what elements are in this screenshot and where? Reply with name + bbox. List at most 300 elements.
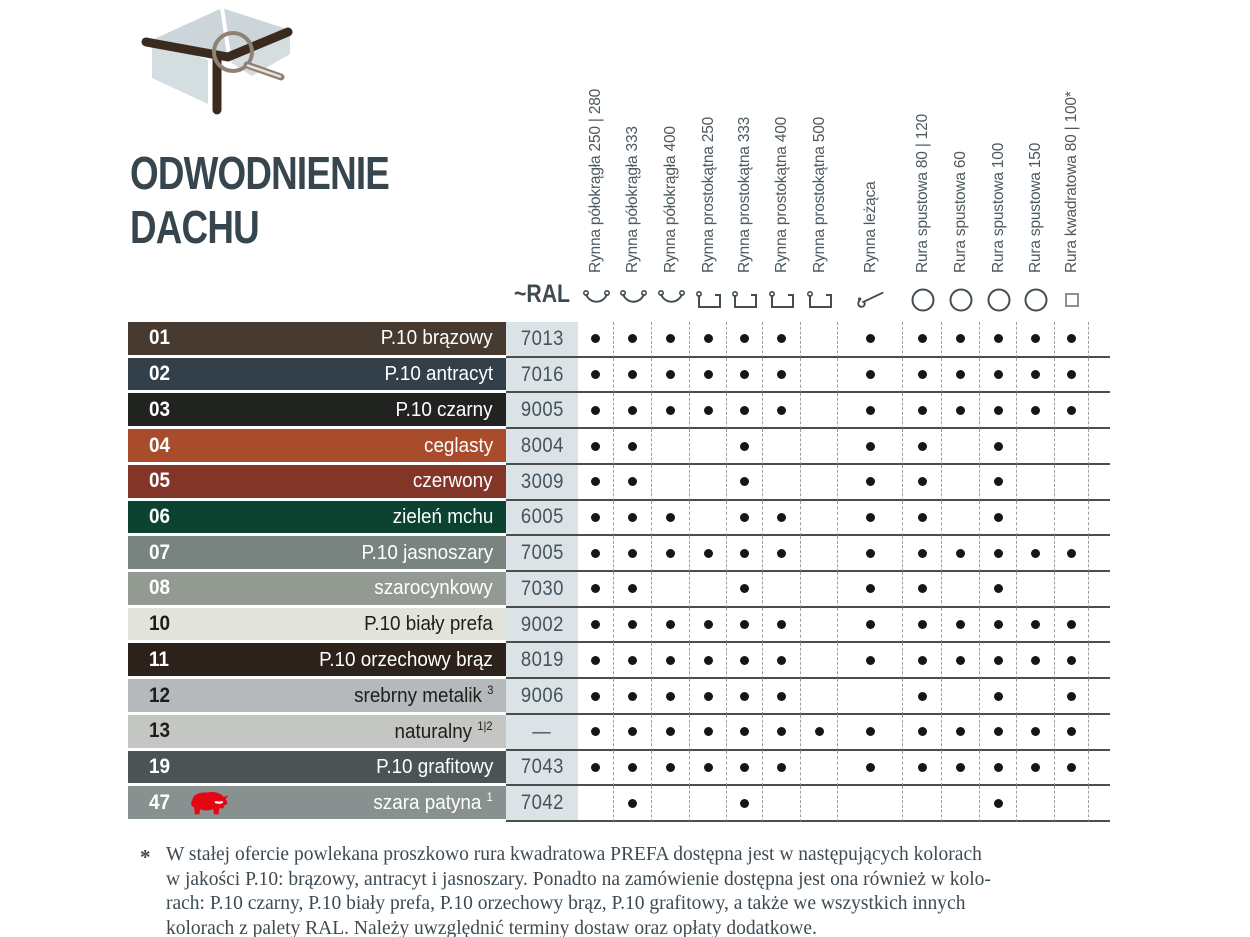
color-name-text: srebrny metalik bbox=[353, 683, 482, 707]
matrix-cell bbox=[727, 501, 763, 537]
matrix-cell bbox=[1017, 536, 1055, 572]
matrix-cell bbox=[763, 465, 801, 501]
ral-value bbox=[506, 393, 578, 429]
matrix-cell bbox=[690, 572, 727, 608]
color-number: 01 bbox=[149, 326, 171, 350]
availability-dot bbox=[704, 549, 713, 558]
ral-value-text: 7030 bbox=[520, 576, 564, 600]
ral-value-text: 7043 bbox=[520, 755, 564, 779]
round-pipe-icon bbox=[944, 278, 978, 322]
availability-dot bbox=[740, 549, 749, 558]
availability-dot bbox=[704, 620, 713, 629]
color-row-11 bbox=[128, 643, 506, 676]
matrix-cell bbox=[838, 465, 903, 501]
matrix-cell bbox=[980, 572, 1017, 608]
matrix-cell bbox=[801, 322, 838, 358]
matrix-cell bbox=[1017, 429, 1055, 465]
matrix-cell bbox=[801, 786, 838, 822]
matrix-cell bbox=[690, 786, 727, 822]
matrix-cell bbox=[980, 465, 1017, 501]
matrix-cell bbox=[801, 465, 838, 501]
color-number: 07 bbox=[149, 540, 171, 564]
matrix-cell bbox=[763, 751, 801, 787]
availability-dot bbox=[956, 656, 965, 665]
availability-dot bbox=[1031, 620, 1040, 629]
matrix-cell bbox=[614, 465, 652, 501]
availability-dot bbox=[666, 513, 675, 522]
matrix-cell bbox=[942, 358, 980, 394]
matrix-cell bbox=[763, 643, 801, 679]
matrix-cell bbox=[763, 608, 801, 644]
matrix-cell bbox=[614, 751, 652, 787]
matrix-cell bbox=[801, 501, 838, 537]
matrix-cell bbox=[980, 393, 1017, 429]
ral-value bbox=[506, 786, 578, 822]
matrix-cell bbox=[652, 786, 690, 822]
availability-dot bbox=[777, 692, 786, 701]
matrix-cell bbox=[614, 608, 652, 644]
ral-value bbox=[506, 751, 578, 787]
matrix-cell bbox=[727, 572, 763, 608]
availability-dot bbox=[591, 513, 600, 522]
color-number: 47 bbox=[149, 790, 171, 814]
matrix-cell bbox=[727, 429, 763, 465]
color-name bbox=[376, 755, 493, 779]
availability-dot bbox=[1031, 656, 1040, 665]
matrix-cell bbox=[1017, 643, 1055, 679]
matrix-cell bbox=[1055, 715, 1089, 751]
availability-dot bbox=[777, 370, 786, 379]
color-number: 10 bbox=[149, 612, 171, 636]
matrix-cell bbox=[838, 393, 903, 429]
matrix-cell bbox=[942, 608, 980, 644]
column-header: Rynna prostokątna 400 bbox=[773, 116, 790, 273]
matrix-cell bbox=[614, 358, 652, 394]
matrix-cell bbox=[763, 358, 801, 394]
column-header: Rynna prostokątna 333 bbox=[736, 116, 753, 273]
matrix-border-tail bbox=[1089, 536, 1110, 572]
availability-dot bbox=[866, 442, 875, 451]
matrix-border-tail bbox=[1089, 608, 1110, 644]
matrix-cell bbox=[578, 536, 614, 572]
availability-dot bbox=[666, 406, 675, 415]
matrix-cell bbox=[980, 751, 1017, 787]
color-row-07 bbox=[128, 536, 506, 569]
matrix-cell bbox=[690, 322, 727, 358]
color-name bbox=[392, 505, 493, 529]
matrix-cell bbox=[652, 643, 690, 679]
color-name bbox=[413, 469, 493, 493]
matrix-cell bbox=[942, 679, 980, 715]
matrix-cell bbox=[838, 715, 903, 751]
availability-dot bbox=[994, 513, 1003, 522]
matrix-cell bbox=[652, 715, 690, 751]
availability-dot bbox=[740, 442, 749, 451]
availability-dot bbox=[704, 656, 713, 665]
matrix-cell bbox=[980, 679, 1017, 715]
color-number: 19 bbox=[149, 754, 171, 778]
availability-dot bbox=[918, 727, 927, 736]
matrix-cell bbox=[903, 786, 942, 822]
color-name-text: P.10 grafitowy bbox=[375, 754, 493, 778]
matrix-cell bbox=[838, 643, 903, 679]
ral-value bbox=[506, 536, 578, 572]
availability-dot bbox=[777, 406, 786, 415]
availability-dot bbox=[628, 513, 637, 522]
column-header: Rynna leżąca bbox=[861, 181, 879, 273]
matrix-cell bbox=[1017, 572, 1055, 608]
matrix-cell bbox=[727, 358, 763, 394]
matrix-cell bbox=[838, 679, 903, 715]
ral-value-text: 7042 bbox=[520, 791, 564, 815]
availability-dot bbox=[1067, 727, 1076, 736]
matrix-border-tail bbox=[1089, 358, 1110, 394]
matrix-cell bbox=[838, 501, 903, 537]
availability-dot bbox=[956, 549, 965, 558]
availability-dot bbox=[866, 620, 875, 629]
matrix-cell bbox=[1017, 358, 1055, 394]
availability-dot bbox=[591, 442, 600, 451]
box-gutter-icon bbox=[765, 278, 799, 322]
matrix-cell bbox=[942, 393, 980, 429]
matrix-cell bbox=[578, 572, 614, 608]
availability-dot bbox=[994, 477, 1003, 486]
matrix-cell bbox=[1055, 393, 1089, 429]
availability-dot bbox=[956, 334, 965, 343]
matrix-cell bbox=[942, 429, 980, 465]
availability-dot bbox=[994, 799, 1003, 808]
matrix-cell bbox=[578, 679, 614, 715]
availability-dot bbox=[994, 620, 1003, 629]
color-name bbox=[361, 541, 493, 565]
matrix-cell bbox=[942, 465, 980, 501]
availability-dot bbox=[591, 763, 600, 772]
color-name-text: czerwony bbox=[413, 469, 493, 493]
color-name bbox=[384, 362, 493, 386]
matrix-cell bbox=[1055, 536, 1089, 572]
availability-dot bbox=[866, 334, 875, 343]
availability-dot bbox=[1031, 549, 1040, 558]
matrix-cell bbox=[652, 465, 690, 501]
availability-dot bbox=[628, 692, 637, 701]
matrix-cell bbox=[1055, 608, 1089, 644]
matrix-cell bbox=[652, 608, 690, 644]
box-gutter-icon bbox=[803, 278, 837, 322]
color-row-01 bbox=[128, 322, 506, 355]
box-gutter-icon bbox=[728, 278, 762, 322]
availability-dot bbox=[704, 334, 713, 343]
color-row-04 bbox=[128, 429, 506, 462]
column-header: Rynna półokrągła 333 bbox=[624, 126, 641, 273]
availability-dot bbox=[740, 370, 749, 379]
color-name-text: zieleń mchu bbox=[392, 504, 493, 528]
matrix-cell bbox=[763, 572, 801, 608]
matrix-cell bbox=[903, 465, 942, 501]
matrix-cell bbox=[980, 715, 1017, 751]
availability-dot bbox=[956, 727, 965, 736]
matrix-cell bbox=[1017, 465, 1055, 501]
availability-dot bbox=[666, 656, 675, 665]
availability-dot bbox=[918, 656, 927, 665]
column-header: Rynna półokrągła 250 | 280 bbox=[587, 88, 604, 273]
ral-value-text: 6005 bbox=[520, 505, 564, 529]
availability-dot bbox=[866, 477, 875, 486]
matrix-cell bbox=[690, 643, 727, 679]
column-header: Rura spustowa 60 bbox=[952, 151, 969, 273]
availability-dot bbox=[777, 549, 786, 558]
ral-value bbox=[506, 679, 578, 715]
availability-dot bbox=[956, 620, 965, 629]
availability-dot bbox=[1031, 370, 1040, 379]
ral-value bbox=[506, 429, 578, 465]
matrix-cell bbox=[903, 501, 942, 537]
matrix-cell bbox=[1055, 501, 1089, 537]
round-pipe-icon bbox=[906, 278, 940, 322]
availability-dot bbox=[628, 477, 637, 486]
matrix-cell bbox=[652, 429, 690, 465]
color-name-text: szara patyna bbox=[373, 791, 482, 815]
availability-dot bbox=[591, 549, 600, 558]
matrix-cell bbox=[838, 751, 903, 787]
ral-value bbox=[506, 643, 578, 679]
availability-dot bbox=[628, 763, 637, 772]
footnote-line: kolorach z palety RAL. Należy uwzględnić terminy dostaw oraz opłaty dodatkowe. bbox=[166, 917, 817, 937]
matrix-cell bbox=[578, 751, 614, 787]
matrix-cell bbox=[652, 679, 690, 715]
lying-gutter-icon bbox=[854, 278, 888, 322]
matrix-border-tail bbox=[1089, 501, 1110, 537]
availability-dot bbox=[628, 620, 637, 629]
matrix-cell bbox=[652, 393, 690, 429]
matrix-cell bbox=[578, 786, 614, 822]
availability-dot bbox=[666, 727, 675, 736]
matrix-cell bbox=[980, 608, 1017, 644]
matrix-cell bbox=[727, 465, 763, 501]
square-pipe-icon bbox=[1055, 278, 1089, 322]
availability-dot bbox=[1067, 549, 1076, 558]
matrix-cell bbox=[652, 572, 690, 608]
color-name-superscript: 1|2 bbox=[477, 718, 493, 733]
matrix-cell bbox=[690, 715, 727, 751]
availability-dot bbox=[994, 692, 1003, 701]
matrix-cell bbox=[903, 572, 942, 608]
matrix-cell bbox=[801, 393, 838, 429]
availability-dot bbox=[666, 692, 675, 701]
matrix-border-tail bbox=[1089, 465, 1110, 501]
matrix-cell bbox=[903, 393, 942, 429]
matrix-cell bbox=[727, 322, 763, 358]
footnote-line: rach: P.10 czarny, P.10 biały prefa, P.10 orzechowy brąz, P.10 grafitowy, a także we wszystkich innych bbox=[166, 893, 966, 914]
matrix-cell bbox=[690, 358, 727, 394]
matrix-cell bbox=[903, 358, 942, 394]
color-name bbox=[364, 612, 493, 636]
matrix-cell bbox=[763, 786, 801, 822]
availability-dot bbox=[666, 370, 675, 379]
availability-dot bbox=[591, 692, 600, 701]
column-header: Rynna prostokątna 500 bbox=[810, 116, 828, 273]
availability-dot bbox=[918, 513, 927, 522]
matrix-cell bbox=[614, 679, 652, 715]
footnote bbox=[140, 843, 991, 937]
matrix-cell bbox=[801, 358, 838, 394]
availability-dot bbox=[777, 513, 786, 522]
color-number: 11 bbox=[149, 647, 169, 671]
availability-dot bbox=[628, 656, 637, 665]
matrix-cell bbox=[942, 751, 980, 787]
availability-dot bbox=[918, 370, 927, 379]
matrix-cell bbox=[980, 786, 1017, 822]
matrix-cell bbox=[652, 751, 690, 787]
matrix-cell bbox=[652, 322, 690, 358]
matrix-cell bbox=[614, 572, 652, 608]
matrix-cell bbox=[614, 429, 652, 465]
availability-dot bbox=[628, 442, 637, 451]
availability-dot bbox=[628, 334, 637, 343]
availability-dot bbox=[628, 799, 637, 808]
matrix-cell bbox=[763, 322, 801, 358]
matrix-border-tail bbox=[1089, 643, 1110, 679]
ral-column-label: ~RAL bbox=[513, 280, 571, 308]
availability-dot bbox=[918, 334, 927, 343]
matrix-cell bbox=[652, 501, 690, 537]
matrix-cell bbox=[614, 536, 652, 572]
availability-dot bbox=[918, 584, 927, 593]
color-name-text: P.10 czarny bbox=[395, 397, 493, 421]
availability-dot bbox=[704, 692, 713, 701]
matrix-cell bbox=[727, 751, 763, 787]
matrix-cell bbox=[690, 679, 727, 715]
availability-dot bbox=[994, 370, 1003, 379]
availability-dot bbox=[666, 620, 675, 629]
matrix-cell bbox=[903, 715, 942, 751]
matrix-cell bbox=[652, 536, 690, 572]
matrix-cell bbox=[838, 572, 903, 608]
color-number: 05 bbox=[149, 469, 171, 493]
availability-dot bbox=[956, 763, 965, 772]
availability-dot bbox=[704, 406, 713, 415]
color-number: 04 bbox=[149, 433, 171, 457]
matrix-cell bbox=[614, 322, 652, 358]
availability-dot bbox=[866, 763, 875, 772]
roof-drainage-pictogram bbox=[140, 2, 300, 117]
matrix-cell bbox=[690, 429, 727, 465]
color-number: 03 bbox=[149, 397, 171, 421]
availability-dot bbox=[956, 370, 965, 379]
matrix-cell bbox=[801, 536, 838, 572]
availability-dot bbox=[777, 334, 786, 343]
availability-dot bbox=[628, 584, 637, 593]
ral-value bbox=[506, 715, 578, 751]
matrix-cell bbox=[690, 536, 727, 572]
availability-dot bbox=[1067, 406, 1076, 415]
color-name bbox=[395, 719, 493, 744]
ral-value-text: 8004 bbox=[520, 434, 564, 458]
matrix-cell bbox=[1017, 679, 1055, 715]
matrix-cell bbox=[903, 751, 942, 787]
color-number: 12 bbox=[149, 683, 171, 707]
matrix-cell bbox=[763, 536, 801, 572]
availability-dot bbox=[866, 370, 875, 379]
availability-dot bbox=[994, 549, 1003, 558]
ral-value-text: 8019 bbox=[520, 648, 564, 672]
availability-dot bbox=[740, 727, 749, 736]
footnote-text bbox=[166, 843, 991, 937]
availability-dot bbox=[994, 656, 1003, 665]
matrix-cell bbox=[903, 679, 942, 715]
matrix-cell bbox=[801, 751, 838, 787]
availability-dot bbox=[918, 692, 927, 701]
availability-dot bbox=[1031, 727, 1040, 736]
matrix-cell bbox=[1055, 358, 1089, 394]
matrix-cell bbox=[727, 608, 763, 644]
color-row-19 bbox=[128, 751, 506, 784]
matrix-cell bbox=[903, 643, 942, 679]
matrix-cell bbox=[690, 393, 727, 429]
availability-dot bbox=[628, 370, 637, 379]
matrix-cell bbox=[578, 393, 614, 429]
page-title-line1: ODWODNIENIE bbox=[130, 147, 390, 199]
availability-dot bbox=[1067, 656, 1076, 665]
matrix-cell bbox=[578, 643, 614, 679]
matrix-border-tail bbox=[1089, 786, 1110, 822]
availability-dot bbox=[1031, 763, 1040, 772]
availability-dot bbox=[740, 584, 749, 593]
matrix-cell bbox=[578, 429, 614, 465]
matrix-cell bbox=[727, 786, 763, 822]
color-name-text: P.10 brązowy bbox=[381, 326, 493, 350]
matrix-cell bbox=[801, 679, 838, 715]
color-name-text: P.10 biały prefa bbox=[364, 612, 493, 636]
matrix-cell bbox=[942, 536, 980, 572]
matrix-cell bbox=[980, 643, 1017, 679]
availability-dot bbox=[994, 334, 1003, 343]
matrix-cell bbox=[614, 643, 652, 679]
matrix-border-tail bbox=[1089, 679, 1110, 715]
ral-value-text: 9002 bbox=[520, 612, 564, 636]
ral-value-text: 9006 bbox=[520, 684, 564, 708]
matrix-cell bbox=[801, 572, 838, 608]
matrix-cell bbox=[690, 465, 727, 501]
matrix-cell bbox=[942, 786, 980, 822]
availability-dot bbox=[1067, 334, 1076, 343]
footnote-line: w jakości P.10: brązowy, antracyt i jasnoszary. Ponadto na zamówienie dostępna jest ona również w kolo- bbox=[166, 868, 991, 890]
matrix-cell bbox=[763, 393, 801, 429]
matrix-cell bbox=[727, 715, 763, 751]
color-name bbox=[375, 576, 493, 600]
availability-dot bbox=[866, 584, 875, 593]
color-row-08 bbox=[128, 572, 506, 605]
matrix-cell bbox=[690, 751, 727, 787]
page-title-line2: DACHU bbox=[130, 201, 259, 253]
matrix-cell bbox=[1055, 786, 1089, 822]
availability-dot bbox=[740, 763, 749, 772]
availability-dot bbox=[740, 620, 749, 629]
availability-dot bbox=[994, 584, 1003, 593]
round-pipe-icon bbox=[982, 278, 1016, 322]
ral-value-text: 9005 bbox=[520, 398, 564, 422]
matrix-cell bbox=[1055, 643, 1089, 679]
page-title bbox=[130, 146, 454, 254]
color-name-superscript: 1 bbox=[486, 790, 493, 805]
availability-dot bbox=[591, 584, 600, 593]
matrix-cell bbox=[1017, 322, 1055, 358]
footnote-line: W stałej ofercie powlekana proszkowo rura kwadratowa PREFA dostępna jest w następujących kolorach bbox=[166, 844, 982, 865]
availability-dot bbox=[918, 549, 927, 558]
availability-dot bbox=[1067, 620, 1076, 629]
color-number: 02 bbox=[149, 362, 171, 386]
matrix-cell bbox=[763, 429, 801, 465]
matrix-cell bbox=[903, 536, 942, 572]
